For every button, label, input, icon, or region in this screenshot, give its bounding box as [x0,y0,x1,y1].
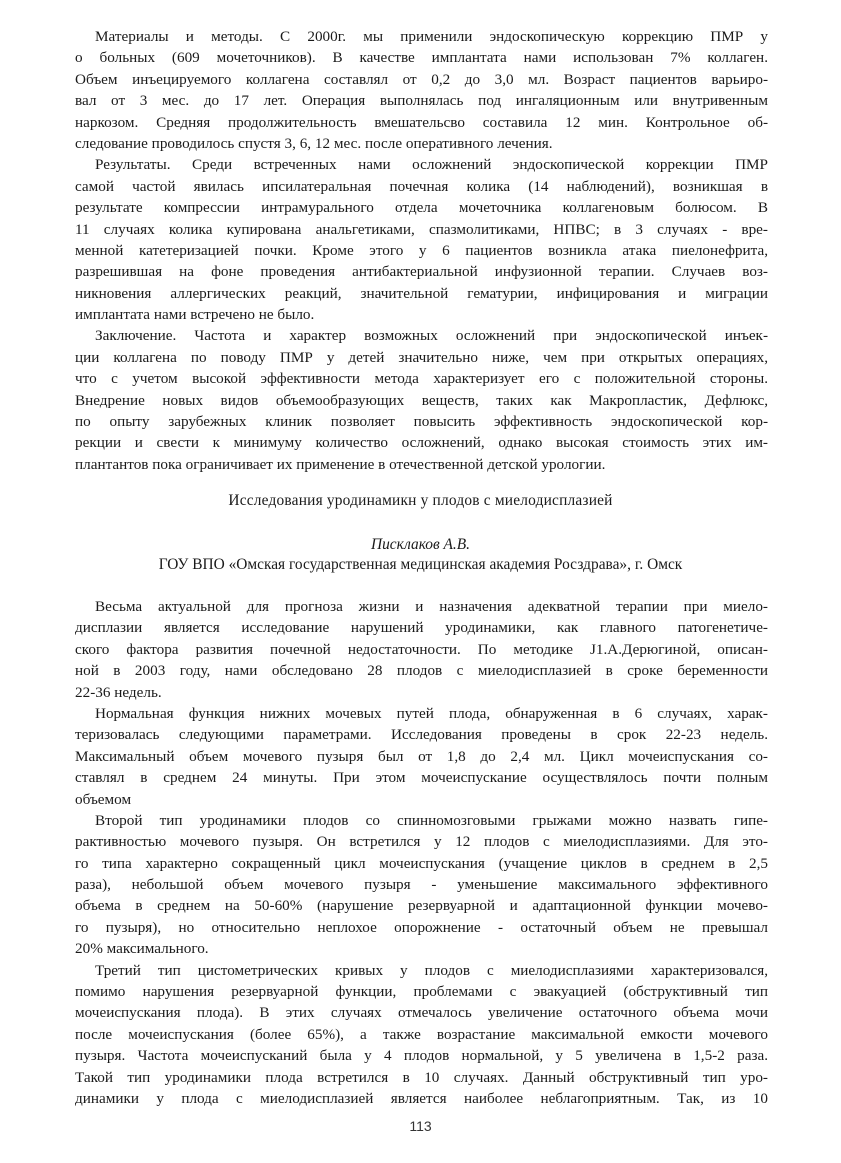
text-line: ского фактора развития почечной недостаточности. По методике J1.А.Дерюгиной, описан- [75,640,768,658]
text-line: результате компрессии интрамурального отдела мочеточника коллагеновым болюсом. В [75,199,768,217]
text-line: что с учетом высокой эффективности метода характеризует его с положительной стороны. [75,370,768,388]
text-line: ной в 2003 году, нами обследовано 28 плодов с миелодисплазией в сроке беременности [75,662,768,680]
text-line: динамики у плода с миелодисплазией является наиболее неблагоприятным. Так, из 10 [75,1089,768,1107]
text-line: Внедрение новых видов объемообразующих веществ, таких как Макропластик, Дефлюкс, [75,391,768,409]
text-line: самой частой явилась ипсилатеральная почечная колика (14 наблюдений), возникшая в [75,177,768,195]
text-line: мочеиспускания плода). В этих случаях отмечалось увеличение остаточного объема мочи [75,1004,768,1022]
text-line: объемом [75,790,132,808]
text-line: пузыря. Частота мочеиспусканий была у 4 плодов нормальной, у 5 увеличена в 1,5-2 раза. [75,1047,768,1065]
text-line: 20% максимального. [75,940,209,958]
text-line: раза), небольшой объем мочевого пузыря - уменьшение максимального эффективного [75,876,768,894]
text-line: разрешившая на фоне проведения антибактериальной инфузионной терапии. Случаев воз- [75,263,768,281]
text-line: наркозом. Средняя продолжительность вмешательсво составила 12 мин. Контрольное об- [75,113,768,131]
text-line: рактивностью мочевого пузыря. Он встретился у 12 плодов с миелодисплазиями. Для это- [75,833,768,851]
text-line: объема в среднем на 50-60% (нарушение резервуарной и адаптационной функции мочево- [75,897,768,915]
text-line: го пузыря), но относительно неплохое опорожнение - остаточный объем не превышал [75,918,768,936]
text-line: дисплазии является исследование нарушений уродинамики, как главного патогенетиче- [75,619,768,637]
text-line: Весьма актуальной для прогноза жизни и назначения адекватной терапии при миело- [95,598,768,615]
article-body [75,596,768,1109]
text-line: Второй тип уродинамики плодов со спинномозговыми грыжами можно назвать гипе- [95,811,768,829]
text-line: после мочеиспускания (более 65%), а также возрастание максимальной емкости мочевого [75,1025,768,1043]
text-line: Максимальный объем мочевого пузыря был от 1,8 до 2,4 мл. Цикл мочеиспускания со- [75,747,768,765]
text-line: Нормальная функция нижних мочевых путей плода, обнаруженная в 6 случаях, харак- [95,704,768,722]
text-line: Заключение. Частота и характер возможных осложнений при эндоскопической инъек- [95,327,768,345]
text-line: о больных (609 мочеточников). В качестве имплантата нами использован 7% коллаген. [75,49,768,67]
text-line: Третий тип цистометрических кривых у плодов с миелодисплазиями характеризовался, [95,961,768,979]
text-line: по опыту зарубежных клиник позволяет повысить эффективность эндоскопической кор- [75,413,768,431]
article-affiliation: ГОУ ВПО «Омская государственная медицинская академия Росздрава», г. Омск [158,556,683,573]
text-line: вал от 3 мес. до 17 лет. Операция выполнялась под ингаляционным или внутривенным [75,92,768,110]
text-line: менной катетеризацией почки. Кроме этого у 6 пациентов возникла атака пиелонефрита, [75,241,768,259]
article-author: Писклаков А.В. [370,536,471,553]
text-line: плантантов пока ограничивает их применение в отечественной детской урологии. [75,455,606,473]
text-line: Результаты. Среди встреченных нами осложнений эндоскопической коррекции ПМР [95,156,768,174]
text-line: 22-36 недель. [75,683,162,701]
text-line: следование проводилось спустя 3, 6, 12 мес. после оперативного лечения. [75,134,553,152]
top-section [75,26,768,475]
text-line: ставлял в среднем 24 минуты. При этом мочеиспускание осуществлялось почти полным [75,769,768,787]
text-line: никновения аллергических реакций, значительной гематурии, инфицирования и миграции [75,284,768,302]
text-line: го типа характерно сокращенный цикл мочеиспускания (учащение циклов в среднем в 2,5 [75,854,768,872]
text-line: 11 случаях колика купирована анальгетиками, спазмолитиками, НПВС; в 3 случаях - вре- [75,220,768,238]
article-title: Исследования уродинамикн у плодов с миелодисплазией [228,492,613,509]
page-number: 113 [409,1118,432,1134]
text-line: Такой тип уродинамики плода встретился в 10 случаях. Данный обструктивный тип уро- [75,1068,768,1086]
text-line: помимо нарушения резервуарной функции, проблемами с эвакуацией (обструктивный тип [75,983,768,1001]
text-line: Объем инъецируемого коллагена составлял от 0,2 до 3,0 мл. Возраст пациентов варьиро- [75,70,768,88]
text-line: теризовалась следующими параметрами. Исследования проведены в срок 22-23 недель. [75,726,768,744]
text-line: имплантата нами встречено не было. [75,306,315,324]
text-line: Материалы и методы. С 2000г. мы применили эндоскопическую коррекцию ПМР у [95,28,768,45]
text-line: рекции и свести к минимуму количество осложнений, однако высокая стоимость этих им- [75,434,768,452]
text-line: ции коллагена по поводу ПМР у детей значительно ниже, чем при открытых операциях, [75,348,768,366]
